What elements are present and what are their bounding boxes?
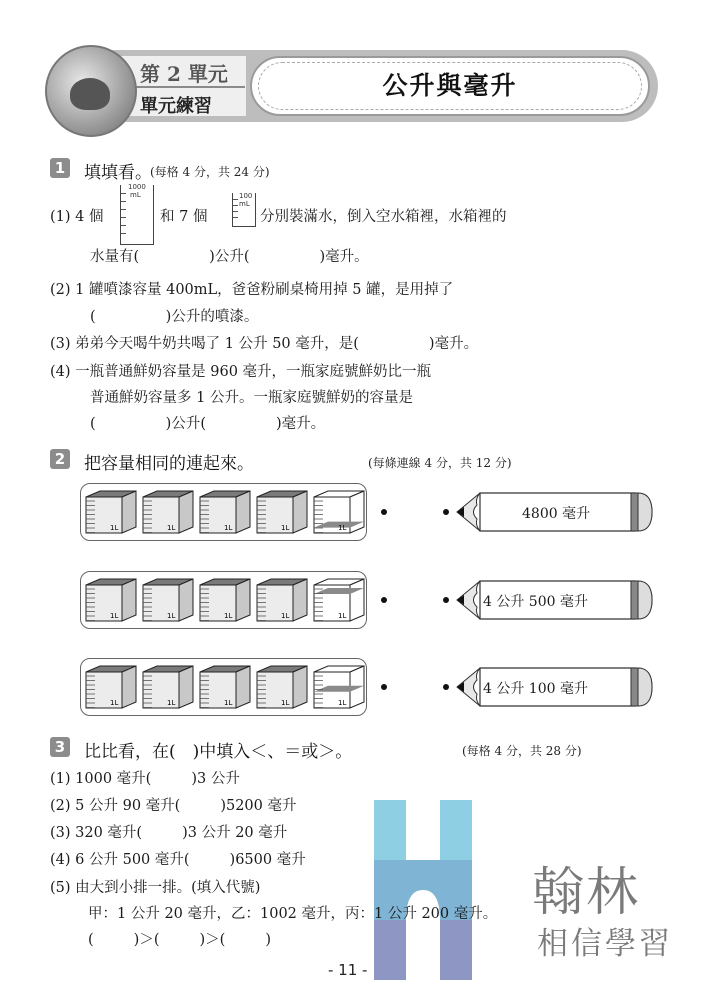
beaker-small-value: 100 [239, 192, 253, 200]
match-dot-right[interactable] [443, 597, 449, 603]
cube-label: 1L [338, 524, 347, 532]
q5-line1: (5) 由大到小排一排。(填入代號) [50, 880, 261, 896]
section2-title: 把容量相同的連起來。 [84, 454, 254, 474]
section-badge-1: 1 [50, 158, 70, 178]
q2-text-a: ( [90, 309, 96, 325]
compare-right: )6500 毫升 [229, 852, 306, 868]
full-liter-cube [200, 491, 250, 533]
q1-text-b: )公升( [209, 249, 250, 265]
cube-label: 1L [338, 699, 347, 707]
q2-line2 [90, 305, 258, 326]
full-liter-cube [200, 579, 250, 621]
match-dot-left[interactable] [381, 597, 387, 603]
hanlin-logo-mark [374, 800, 476, 980]
match-dot-left[interactable] [381, 509, 387, 515]
cube-label: 1L [281, 612, 290, 620]
section3-score: (每格 4 分，共 28 分) [462, 744, 582, 758]
full-liter-cube [257, 491, 307, 533]
cube-label: 1L [167, 699, 176, 707]
compare-right: )3 公升 20 毫升 [182, 825, 288, 841]
q4-text-c: )毫升。 [276, 416, 326, 432]
q4-text-b: )公升( [165, 416, 206, 432]
q4-line1: (4) 一瓶普通鮮奶容量是 960 毫升，一瓶家庭號鮮奶比一瓶 [50, 364, 432, 380]
cube-label: 1L [110, 524, 119, 532]
cubes-drawing [80, 571, 367, 629]
partial-liter-cube [314, 491, 364, 533]
q5-paren: ) [265, 932, 271, 948]
compare-item-1 [50, 767, 240, 788]
q1-text-a: 水量有( [90, 249, 140, 265]
q5-line3 [88, 928, 271, 949]
full-liter-cube [257, 579, 307, 621]
full-liter-cube [86, 491, 136, 533]
q1-mid: 和 7 個 [160, 209, 208, 225]
q1-line2 [90, 245, 369, 266]
cube-label: 1L [224, 524, 233, 532]
pencil-answer-text: 4 公升 100 毫升 [483, 681, 588, 697]
full-liter-cube [86, 666, 136, 708]
q2-text-b: )公升的噴漆。 [165, 309, 259, 325]
compare-item-3 [50, 821, 287, 842]
q5-line2: 甲：1 公升 20 毫升，乙：1002 毫升，丙：1 公升 200 毫升。 [88, 906, 498, 922]
cube-label: 1L [338, 612, 347, 620]
section-badge-3: 3 [50, 737, 70, 757]
beaker-large-unit: mL [130, 191, 141, 199]
q1-prefix: (1) 4 個 [50, 209, 104, 225]
section-badge-2: 2 [50, 449, 70, 469]
section2-score: (每條連線 4 分，共 12 分) [368, 456, 512, 470]
full-liter-cube [200, 666, 250, 708]
q4-line2: 普通鮮奶容量多 1 公升。一瓶家庭號鮮奶的容量是 [90, 390, 413, 406]
unit-subtitle: 單元練習 [140, 96, 212, 117]
logo-slogan: 相信學習 [537, 926, 673, 962]
cubes-drawing [80, 658, 367, 716]
q2-line1: (2) 1 罐噴漆容量 400mL，爸爸粉刷桌椅用掉 5 罐，是用掉了 [50, 282, 454, 298]
cube-label: 1L [281, 524, 290, 532]
logo-name: 翰林 [532, 863, 641, 923]
unit-number: 第 2 單元 [140, 62, 228, 86]
q3-line1 [50, 332, 478, 353]
full-liter-cube [143, 491, 193, 533]
full-liter-cube [143, 666, 193, 708]
partial-liter-cube [314, 666, 364, 708]
beaker-large-value: 1000 [128, 183, 146, 191]
section3-title: 比比看，在( )中填入＜、＝或＞。 [84, 742, 353, 762]
compare-right: )5200 毫升 [220, 798, 297, 814]
cube-label: 1L [224, 699, 233, 707]
partial-liter-cube [314, 579, 364, 621]
q1-text-c: )毫升。 [319, 249, 369, 265]
compare-left: (1) 1000 毫升( [50, 771, 152, 787]
match-dot-right[interactable] [443, 509, 449, 515]
cubes-drawing [80, 483, 367, 541]
page-number: - 11 - [328, 961, 368, 979]
section1-score: (每格 4 分，共 24 分) [150, 165, 270, 179]
full-liter-cube [143, 579, 193, 621]
cube-label: 1L [167, 612, 176, 620]
compare-left: (3) 320 毫升( [50, 825, 143, 841]
q4-line3 [90, 412, 325, 433]
cube-label: 1L [167, 524, 176, 532]
match-dot-right[interactable] [443, 684, 449, 690]
compare-left: (2) 5 公升 90 毫升( [50, 798, 181, 814]
section1-title: 填填看。 [84, 163, 152, 183]
q5-paren: ( [88, 932, 94, 948]
pencil-answer-text: 4800 毫升 [522, 506, 591, 522]
q5-gt: )＞( [133, 932, 160, 948]
pencil-answer-text: 4 公升 500 毫升 [483, 594, 588, 610]
match-dot-left[interactable] [381, 684, 387, 690]
q3-text-b: )毫升。 [428, 336, 479, 352]
cube-label: 1L [224, 612, 233, 620]
compare-left: (4) 6 公升 500 毫升( [50, 852, 190, 868]
unit-divider [135, 86, 245, 88]
cube-label: 1L [110, 699, 119, 707]
compare-item-2 [50, 794, 296, 815]
cube-label: 1L [110, 612, 119, 620]
full-liter-cube [86, 579, 136, 621]
mascot-face [70, 78, 110, 110]
page-title: 公升與毫升 [382, 71, 518, 100]
q3-text-a: (3) 弟弟今天喝牛奶共喝了 1 公升 50 毫升，是( [50, 336, 359, 352]
cube-label: 1L [281, 699, 290, 707]
q5-gt: )＞( [199, 932, 226, 948]
compare-item-4 [50, 848, 306, 869]
full-liter-cube [257, 666, 307, 708]
q4-text-a: ( [90, 416, 96, 432]
beaker-small-unit: mL [239, 200, 250, 208]
compare-right: )3 公升 [191, 771, 240, 787]
q1-suffix: 分別裝滿水，倒入空水箱裡，水箱裡的 [260, 209, 507, 225]
